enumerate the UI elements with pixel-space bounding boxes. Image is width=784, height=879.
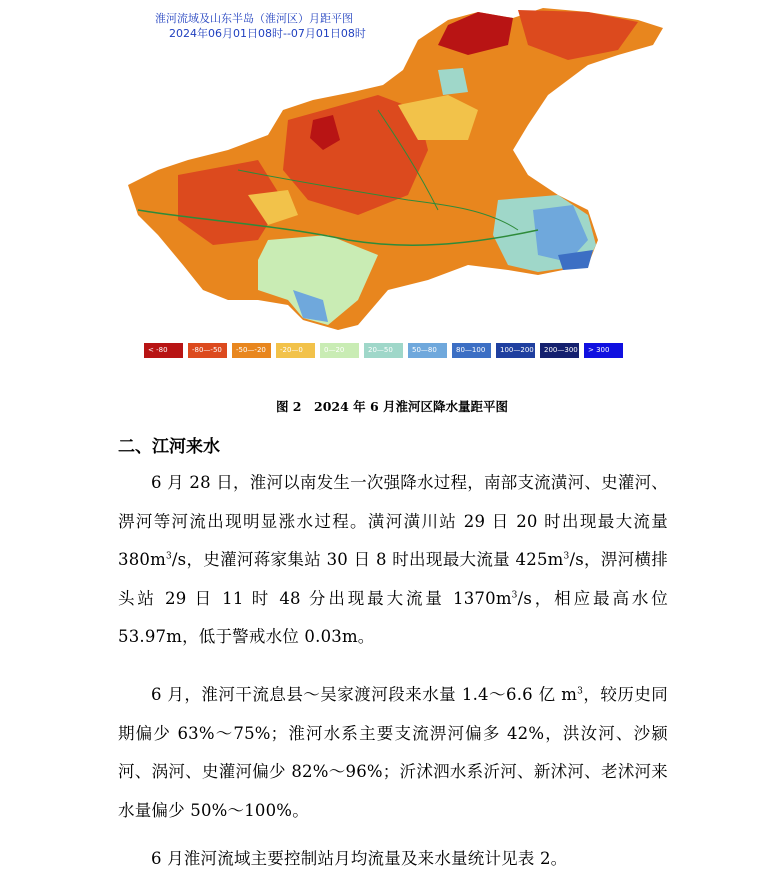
map-legend <box>144 343 628 358</box>
legend-swatch: 100—200 <box>496 343 535 358</box>
legend-swatch: -20—0 <box>276 343 315 358</box>
section-heading: 二、江河来水 <box>118 437 220 457</box>
superscript: 3 <box>577 686 584 697</box>
legend-swatch: > 300 <box>584 343 623 358</box>
legend-swatch: 200—300 <box>540 343 579 358</box>
superscript: 3 <box>511 590 518 600</box>
paragraph-flood-event: 6 月 28 日，淮河以南发生一次强降水过程，南部支流潢河、史灌河、淠河等河流出现明显涨水过程。潢河潢川站 29 日 20 时出现最大流量 $380m^3/s$，史灌河蒋家集站 30 日 8 时出现最大流量 $425m^3/s$，淠河横排头站 29 日 11 时 48 分出现最大流量 $1370m^3/s$，相应最高水位 53.97m，低于警戒水位 0.03m。 <box>118 473 669 646</box>
legend-swatch: -50—-20 <box>232 343 271 358</box>
map-title-line1: 淮河流域及山东半岛（淮河区）月距平图 <box>155 12 353 25</box>
precipitation-anomaly-map <box>118 0 668 372</box>
paragraph-table-reference: 6 月淮河流域主要控制站月均流量及来水量统计见表 2。 <box>151 849 568 868</box>
superscript: 3 <box>165 551 172 562</box>
paragraph-monthly-inflow: 6 月，淮河干流息县～吴家渡河段来水量 1.4～6.6 亿 $m^3$，较历史同期偏少 63%～75%；淮河水系主要支流淠河偏多 42%，洪汝河、沙颍河、涡河、史灌河偏少 82%～96%；沂沭泗水系沂河、新沭河、老沭河来水量偏少 50%～100%。 <box>118 685 669 820</box>
map-title <box>155 11 366 41</box>
map-graphic <box>118 0 668 372</box>
legend-swatch: 0—20 <box>320 343 359 358</box>
legend-swatch: 80—100 <box>452 343 491 358</box>
legend-swatch: -80—-50 <box>188 343 227 358</box>
legend-swatch: 50—80 <box>408 343 447 358</box>
figure-caption: 图 2 2024 年 6 月淮河区降水量距平图 <box>275 399 509 414</box>
legend-swatch: < -80 <box>144 343 183 358</box>
legend-swatch: 20—50 <box>364 343 403 358</box>
superscript: 3 <box>563 551 570 562</box>
map-title-line2: 2024年06月01日08时--07月01日08时 <box>169 27 366 40</box>
